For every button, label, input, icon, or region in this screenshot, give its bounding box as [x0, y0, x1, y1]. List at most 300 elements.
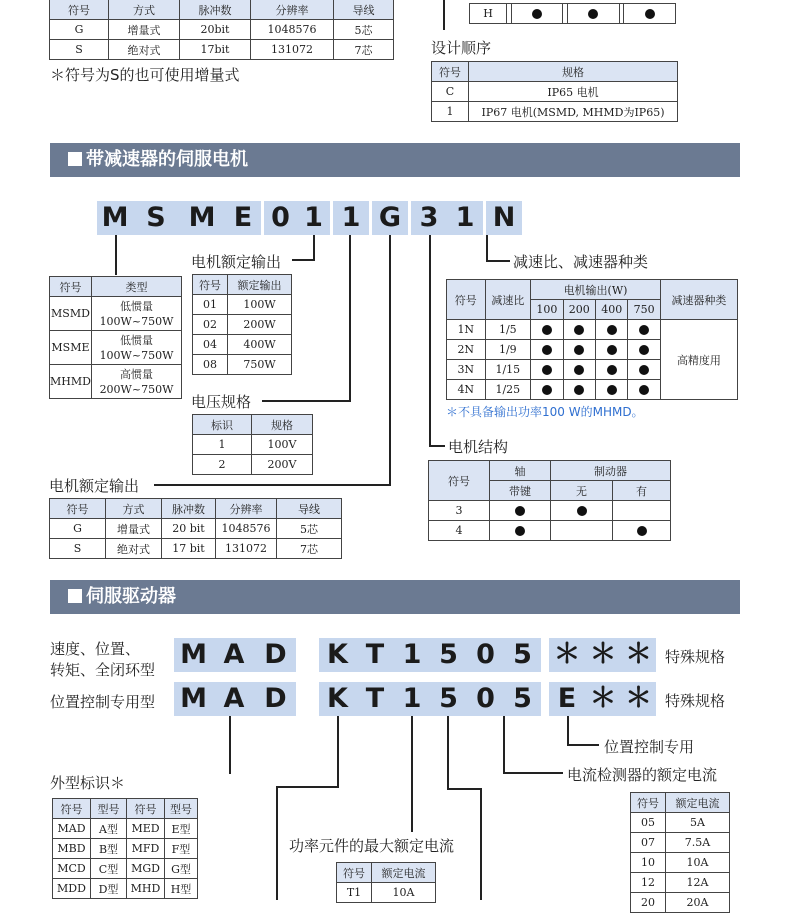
table-header: 符号 [193, 275, 228, 295]
table-header: 导线 [277, 499, 342, 519]
table-cell [628, 340, 660, 360]
code-char: 1 [333, 201, 369, 235]
table-cell [563, 360, 595, 380]
code-char: ＊ [621, 682, 656, 716]
connector-line [262, 400, 351, 402]
table-cell [568, 4, 620, 24]
dot-icon [637, 526, 647, 536]
table-row [50, 20, 394, 40]
dot-icon [639, 325, 649, 335]
table-cell: 200W [228, 315, 292, 335]
reduction-table [446, 279, 738, 400]
table-header: 减速比 [485, 280, 531, 320]
table-cell: 20bit [180, 20, 251, 40]
code-char: D [255, 682, 296, 716]
table-cell: MHMD [50, 365, 92, 399]
table-cell: 131072 [216, 539, 277, 559]
current-detector-label: 电流检测器的额定电流 [567, 766, 718, 784]
table-header: 方式 [109, 0, 180, 20]
design-order-table [431, 61, 678, 122]
table-cell: 1/15 [485, 360, 531, 380]
table-cell: 17 bit [162, 539, 216, 559]
connector-line [154, 484, 391, 486]
table-cell: 20 bit [162, 519, 216, 539]
structure-table [428, 460, 671, 541]
power-element-label: 功率元件的最大额定电流 [289, 837, 455, 855]
top-h-row-table [469, 3, 676, 24]
table-cell: 05 [631, 813, 666, 833]
code-char: ＊ [549, 638, 585, 672]
table-row [50, 0, 394, 20]
table-cell: 1/25 [485, 380, 531, 400]
code-char: ＊ [621, 638, 656, 672]
table-cell: G [50, 20, 109, 40]
table-cell [563, 340, 595, 360]
connector-line [486, 235, 488, 262]
table-cell [531, 320, 563, 340]
connector-line [567, 744, 599, 746]
table-cell: 1048576 [216, 519, 277, 539]
table-cell [596, 320, 628, 340]
code-char: 0 [467, 638, 504, 672]
table-cell: MDD [53, 879, 91, 899]
code-char: 0 [264, 201, 297, 235]
code-char: 1 [394, 638, 430, 672]
power-element-table [336, 862, 436, 903]
code-char: 5 [504, 682, 541, 716]
table-cell: 07 [631, 833, 666, 853]
table-header: 标识 [193, 415, 252, 435]
table-header: 电机输出(W) [531, 280, 661, 300]
table-cell: G [50, 519, 106, 539]
table-row [429, 501, 671, 521]
table-cell: 12A [666, 873, 730, 893]
table-cell: A型 [91, 819, 127, 839]
table-header: 带键 [490, 481, 551, 501]
frame-table [52, 798, 198, 899]
table-cell: 绝对式 [106, 539, 162, 559]
table-cell: 3 [429, 501, 490, 521]
table-cell: D型 [91, 879, 127, 899]
row1-suffix: 特殊规格 [665, 648, 726, 666]
table-cell: 1 [432, 102, 469, 122]
structure-label: 电机结构 [448, 438, 509, 456]
row1-label-line1: 速度、位置、 [50, 640, 141, 658]
table-header: 符号 [50, 499, 106, 519]
table-row [193, 355, 292, 375]
table-cell: S [50, 539, 106, 559]
table-cell: 2 [193, 455, 252, 475]
table-cell: B型 [91, 839, 127, 859]
table-cell: 04 [193, 335, 228, 355]
dot-icon [515, 506, 525, 516]
code-char: E [549, 682, 585, 716]
connector-line [389, 235, 391, 486]
table-row [50, 297, 182, 331]
row1-label-line2: 转矩、全闭环型 [50, 661, 156, 679]
table-cell [624, 4, 676, 24]
dot-icon [542, 385, 552, 395]
connector-line [229, 716, 231, 774]
code-char: N [486, 201, 522, 235]
rated-output-table [192, 274, 292, 375]
table-cell: 7芯 [334, 40, 394, 60]
code-char: M [174, 638, 213, 672]
table-header: 符号 [127, 799, 165, 819]
dot-icon [574, 365, 584, 375]
table-cell: G型 [165, 859, 198, 879]
table-cell [511, 4, 563, 24]
table-row [50, 499, 342, 519]
connector-line [567, 716, 569, 746]
connector-line [276, 786, 339, 788]
table-cell: C型 [91, 859, 127, 879]
code-char: A [213, 638, 255, 672]
table-header: 符号 [50, 0, 109, 20]
table-header: 型号 [91, 799, 127, 819]
reduction-label: 减速比、减速器种类 [513, 253, 649, 271]
table-row [432, 62, 678, 82]
table-cell [551, 521, 613, 541]
code-char: 0 [467, 682, 504, 716]
dot-icon [577, 506, 587, 516]
table-cell: 200V [252, 455, 313, 475]
table-header: 200 [563, 300, 595, 320]
connector-line [115, 235, 117, 275]
encoder-table [49, 498, 342, 559]
table-cell: 20 [631, 893, 666, 913]
table-row [50, 365, 182, 399]
position-control-label: 位置控制专用 [604, 738, 695, 756]
dot-icon [574, 325, 584, 335]
table-cell [613, 521, 671, 541]
table-cell: 1048576 [251, 20, 334, 40]
table-row [631, 853, 730, 873]
table-row [337, 863, 436, 883]
table-row [50, 331, 182, 365]
table-header: 额定电流 [666, 793, 730, 813]
table-row [631, 893, 730, 913]
connector-line [313, 235, 315, 260]
table-header: 脉冲数 [180, 0, 251, 20]
table-header: 100 [531, 300, 563, 320]
table-cell: 20A [666, 893, 730, 913]
code-char: G [372, 201, 408, 235]
table-row [631, 833, 730, 853]
square-icon [68, 589, 82, 603]
table-cell [596, 380, 628, 400]
connector-line [443, 0, 445, 30]
table-cell: 5A [666, 813, 730, 833]
dot-icon [542, 365, 552, 375]
table-row [53, 859, 198, 879]
table-cell: 100W [228, 295, 292, 315]
table-cell: 4 [429, 521, 490, 541]
table-row [432, 102, 678, 122]
reduction-note: ＊不具备输出功率100 W的MHMD。 [446, 405, 644, 419]
table-cell: 01 [193, 295, 228, 315]
table-row [50, 277, 182, 297]
type-name: 低惯量 [119, 333, 153, 347]
section-header-gear-motor [50, 143, 740, 177]
table-cell [563, 380, 595, 400]
table-cell: 08 [193, 355, 228, 375]
code-char: M [97, 201, 133, 235]
table-cell: 750W [228, 355, 292, 375]
table-cell: MFD [127, 839, 165, 859]
code-char: 5 [430, 638, 467, 672]
rated-output-label: 电机额定输出 [191, 253, 282, 271]
dot-icon [542, 325, 552, 335]
table-cell: 1 [193, 435, 252, 455]
table-row [193, 335, 292, 355]
table-cell [628, 360, 660, 380]
code-char: A [213, 682, 255, 716]
table-cell: 10A [372, 883, 436, 903]
table-cell [531, 360, 563, 380]
row2-label: 位置控制专用型 [50, 693, 156, 711]
table-header: 符号 [337, 863, 372, 883]
table-header: 制动器 [551, 461, 671, 481]
table-cell: MGD [127, 859, 165, 879]
table-row [53, 799, 198, 819]
connector-line [292, 259, 315, 261]
table-header: 符号 [447, 280, 486, 320]
voltage-table [192, 414, 313, 475]
dot-icon [607, 385, 617, 395]
table-cell [91, 365, 181, 399]
top-note: ＊符号为S的也可使用增量式 [50, 66, 240, 84]
table-cell: IP65 电机 [469, 82, 678, 102]
encoder-label: 电机额定输出 [49, 477, 140, 495]
table-cell: 5芯 [334, 20, 394, 40]
table-row [429, 521, 671, 541]
table-row [193, 415, 313, 435]
table-cell [596, 340, 628, 360]
table-row [447, 320, 738, 340]
table-cell: H型 [165, 879, 198, 899]
code-char: K [319, 682, 356, 716]
table-cell: E型 [165, 819, 198, 839]
table-header: 减速器种类 [660, 280, 737, 320]
table-header: 额定电流 [372, 863, 436, 883]
table-cell: 1/9 [485, 340, 531, 360]
table-cell [490, 521, 551, 541]
square-icon [68, 152, 82, 166]
table-header: 方式 [106, 499, 162, 519]
table-row [193, 455, 313, 475]
code-char: M [179, 201, 225, 235]
table-row [193, 275, 292, 295]
table-cell [613, 501, 671, 521]
table-cell [91, 297, 181, 331]
current-table [630, 792, 730, 913]
dot-icon [574, 345, 584, 355]
table-cell: 7.5A [666, 833, 730, 853]
table-cell: 增量式 [106, 519, 162, 539]
table-cell: 100V [252, 435, 313, 455]
table-cell [563, 320, 595, 340]
table-cell: 3N [447, 360, 486, 380]
table-cell: MHD [127, 879, 165, 899]
table-row [53, 879, 198, 899]
table-row [429, 461, 671, 481]
code-char: T [356, 638, 394, 672]
table-header: 额定输出 [228, 275, 292, 295]
top-encoder-table [49, 0, 394, 60]
table-header: 符号 [53, 799, 91, 819]
table-cell [551, 501, 613, 521]
table-row [470, 4, 676, 24]
table-header: 轴 [490, 461, 551, 481]
table-cell: MSME [50, 331, 92, 365]
table-row [50, 539, 342, 559]
design-order-title: 设计顺序 [431, 39, 492, 57]
table-row [193, 315, 292, 335]
table-cell: 增量式 [109, 20, 180, 40]
table-cell: S [50, 40, 109, 60]
table-row [432, 82, 678, 102]
table-row [631, 873, 730, 893]
table-cell: MAD [53, 819, 91, 839]
connector-line [411, 716, 413, 832]
code-char: 5 [504, 638, 541, 672]
table-header: 符号 [631, 793, 666, 813]
connector-line [480, 788, 482, 900]
dot-icon [607, 325, 617, 335]
code-char: E [225, 201, 261, 235]
connector-line [503, 716, 505, 774]
section-title: 带减速器的伺服电机 [86, 149, 248, 170]
dot-icon [574, 385, 584, 395]
table-row [193, 295, 292, 315]
table-header: 规格 [469, 62, 678, 82]
table-cell [531, 340, 563, 360]
table-cell: T1 [337, 883, 372, 903]
table-cell: 17bit [180, 40, 251, 60]
table-row [53, 819, 198, 839]
table-row [53, 839, 198, 859]
dot-icon [639, 385, 649, 395]
dot-icon [645, 9, 655, 19]
voltage-label: 电压规格 [191, 393, 252, 411]
code-char: 5 [430, 682, 467, 716]
code-char: T [356, 682, 394, 716]
table-header: 分辨率 [251, 0, 334, 20]
table-cell [628, 320, 660, 340]
type-range: 100W~750W [99, 348, 174, 362]
table-header: 型号 [165, 799, 198, 819]
type-range: 100W~750W [99, 314, 174, 328]
table-row [193, 435, 313, 455]
code-char: 1 [394, 682, 430, 716]
frame-label: 外型标识＊ [50, 774, 126, 792]
table-header: 750 [628, 300, 660, 320]
code-char: D [255, 638, 296, 672]
table-cell [91, 331, 181, 365]
table-cell: MBD [53, 839, 91, 859]
table-header: 无 [551, 481, 613, 501]
table-row [447, 280, 738, 300]
code-char: 1 [447, 201, 483, 235]
type-name: 低惯量 [119, 299, 153, 313]
table-cell: 10 [631, 853, 666, 873]
table-cell: 12 [631, 873, 666, 893]
table-cell [490, 501, 551, 521]
type-name: 高惯量 [119, 367, 153, 381]
table-header: 符号 [50, 277, 92, 297]
dot-icon [515, 526, 525, 536]
table-header: 规格 [252, 415, 313, 435]
dot-icon [639, 345, 649, 355]
table-cell: IP67 电机(MSMD, MHMD为IP65) [469, 102, 678, 122]
table-cell: 4N [447, 380, 486, 400]
dot-icon [542, 345, 552, 355]
table-cell: C [432, 82, 469, 102]
table-cell: F型 [165, 839, 198, 859]
type-range: 200W~750W [99, 382, 174, 396]
table-cell: 131072 [251, 40, 334, 60]
table-header: 符号 [429, 461, 490, 501]
table-header: 类型 [91, 277, 181, 297]
table-header: 400 [596, 300, 628, 320]
connector-line [503, 772, 563, 774]
row2-suffix: 特殊规格 [665, 692, 726, 710]
code-char: 1 [297, 201, 330, 235]
code-char: ＊ [585, 682, 621, 716]
table-cell: 7芯 [277, 539, 342, 559]
dot-icon [588, 9, 598, 19]
table-cell: H [470, 4, 507, 24]
code-char: M [174, 682, 213, 716]
connector-line [486, 260, 510, 262]
connector-line [337, 716, 339, 787]
dot-icon [639, 365, 649, 375]
table-header: 分辨率 [216, 499, 277, 519]
code-char: ＊ [585, 638, 621, 672]
connector-line [447, 716, 449, 789]
table-cell: MSMD [50, 297, 92, 331]
table-cell: 02 [193, 315, 228, 335]
table-header: 脉冲数 [162, 499, 216, 519]
code-char: 3 [411, 201, 447, 235]
table-cell: 绝对式 [109, 40, 180, 60]
table-cell: 1N [447, 320, 486, 340]
dot-icon [607, 365, 617, 375]
table-cell: 高精度用 [660, 320, 737, 400]
table-cell: 400W [228, 335, 292, 355]
table-cell: 10A [666, 853, 730, 873]
connector-line [349, 235, 351, 402]
dot-icon [532, 9, 542, 19]
table-row [631, 793, 730, 813]
table-row [50, 40, 394, 60]
table-cell: MED [127, 819, 165, 839]
code-char: K [319, 638, 356, 672]
table-row [50, 519, 342, 539]
dot-icon [607, 345, 617, 355]
table-cell: MCD [53, 859, 91, 879]
table-cell: 2N [447, 340, 486, 360]
code-char: S [133, 201, 179, 235]
table-cell: 5芯 [277, 519, 342, 539]
table-header: 导线 [334, 0, 394, 20]
connector-line [429, 235, 431, 447]
connector-line [429, 445, 445, 447]
table-header: 符号 [432, 62, 469, 82]
section-header-servo-driver [50, 580, 740, 614]
section-title: 伺服驱动器 [86, 586, 176, 607]
